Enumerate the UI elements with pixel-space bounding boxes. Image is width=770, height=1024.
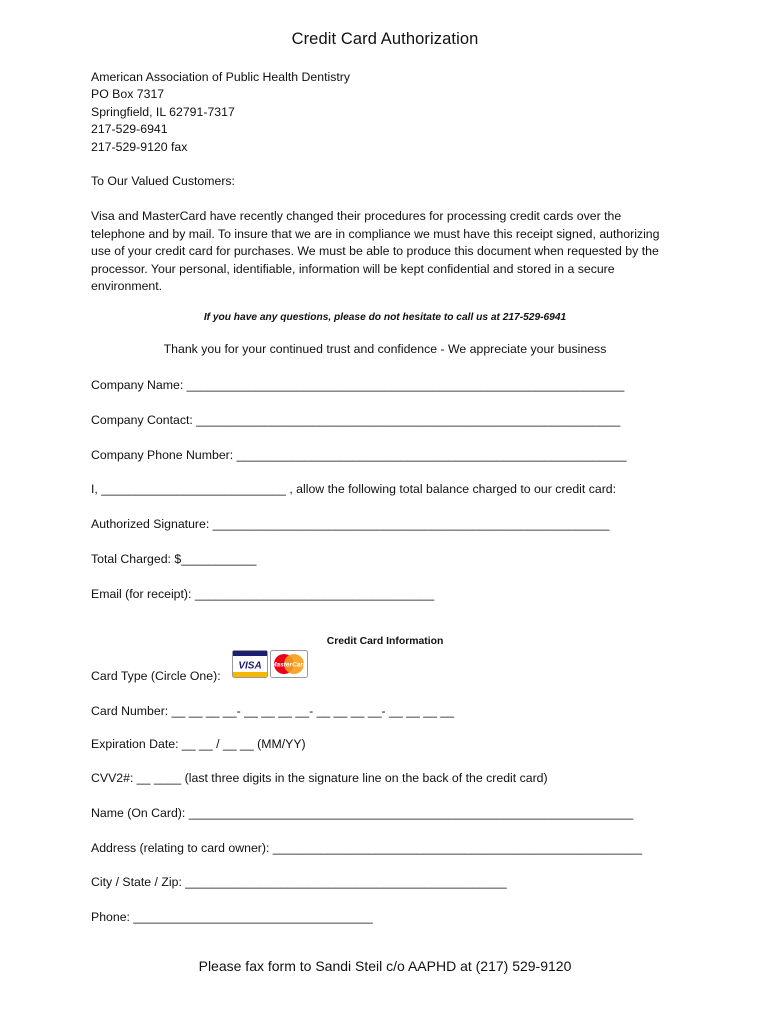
card-type-label: Card Type (Circle One): [91, 669, 221, 683]
card-logos [232, 650, 310, 680]
total-charged-field[interactable]: Total Charged: $___________ [91, 552, 257, 566]
letter-body: Visa and MasterCard have recently changed their procedures for processing credit cards over the telephone and by mail. To insure that we are in compliance we must have this receipt signed, authorizing use of your credit card for purchases. We must be able to produce this document when requested by the processor. Your personal, identifiable, information will be kept confidential and stored in a secure environment. [91, 209, 660, 294]
page-title: Credit Card Authorization [291, 30, 479, 48]
phone-field[interactable]: Phone: ___________________________________ [91, 910, 373, 924]
cvv-field[interactable]: CVV2#: __ ____ (last three digits in the signature line on the back of the credit card) [91, 771, 548, 785]
mastercard-logo-icon[interactable] [270, 650, 308, 678]
visa-logo-text: VISA [238, 660, 262, 672]
org-phone: 217-529-6941 [91, 122, 168, 136]
city-state-zip-field[interactable]: City / State / Zip: _______________________________________________ [91, 875, 507, 889]
thank-you-line: Thank you for your continued trust and confidence - We appreciate your business [163, 342, 607, 356]
card-info-heading: Credit Card Information [326, 636, 444, 647]
name-on-card-field[interactable]: Name (On Card): _________________________________________________________________ [91, 806, 634, 820]
contact-note: If you have any questions, please do not hesitate to call us at 217-529-6941 [203, 312, 567, 323]
company-name-field[interactable]: Company Name: ________________________________________________________________ [91, 378, 625, 392]
org-fax: 217-529-9120 fax [91, 140, 188, 154]
visa-logo-icon[interactable] [232, 650, 268, 678]
authorized-signature-field[interactable]: Authorized Signature: __________________________________________________________ [91, 517, 610, 531]
company-contact-field[interactable]: Company Contact: ______________________________________________________________ [91, 413, 621, 427]
mastercard-logo-text: MasterCard [271, 661, 307, 669]
fax-instruction: Please fax form to Sandi Steil c/o AAPHD at (217) 529-9120 [198, 958, 572, 974]
expiration-date-field[interactable]: Expiration Date: __ __ / __ __ (MM/YY) [91, 737, 306, 751]
card-owner-address-field[interactable]: Address (relating to card owner): ______________________________________________________ [91, 841, 643, 855]
greeting: To Our Valued Customers: [91, 174, 235, 188]
org-address-line2: Springfield, IL 62791-7317 [91, 105, 235, 119]
company-phone-field[interactable]: Company Phone Number: _________________________________________________________ [91, 448, 627, 462]
org-name: American Association of Public Health Dentistry [91, 70, 351, 84]
card-number-field[interactable]: Card Number: __ __ __ __- __ __ __ __- __ __ __ __- __ __ __ __ [91, 704, 455, 718]
email-field[interactable]: Email (for receipt): ___________________________________ [91, 587, 435, 601]
authorizer-name-field[interactable]: I, ___________________________ , allow the following total balance charged to our credit card: [91, 482, 617, 496]
org-address-line1: PO Box 7317 [91, 87, 165, 101]
